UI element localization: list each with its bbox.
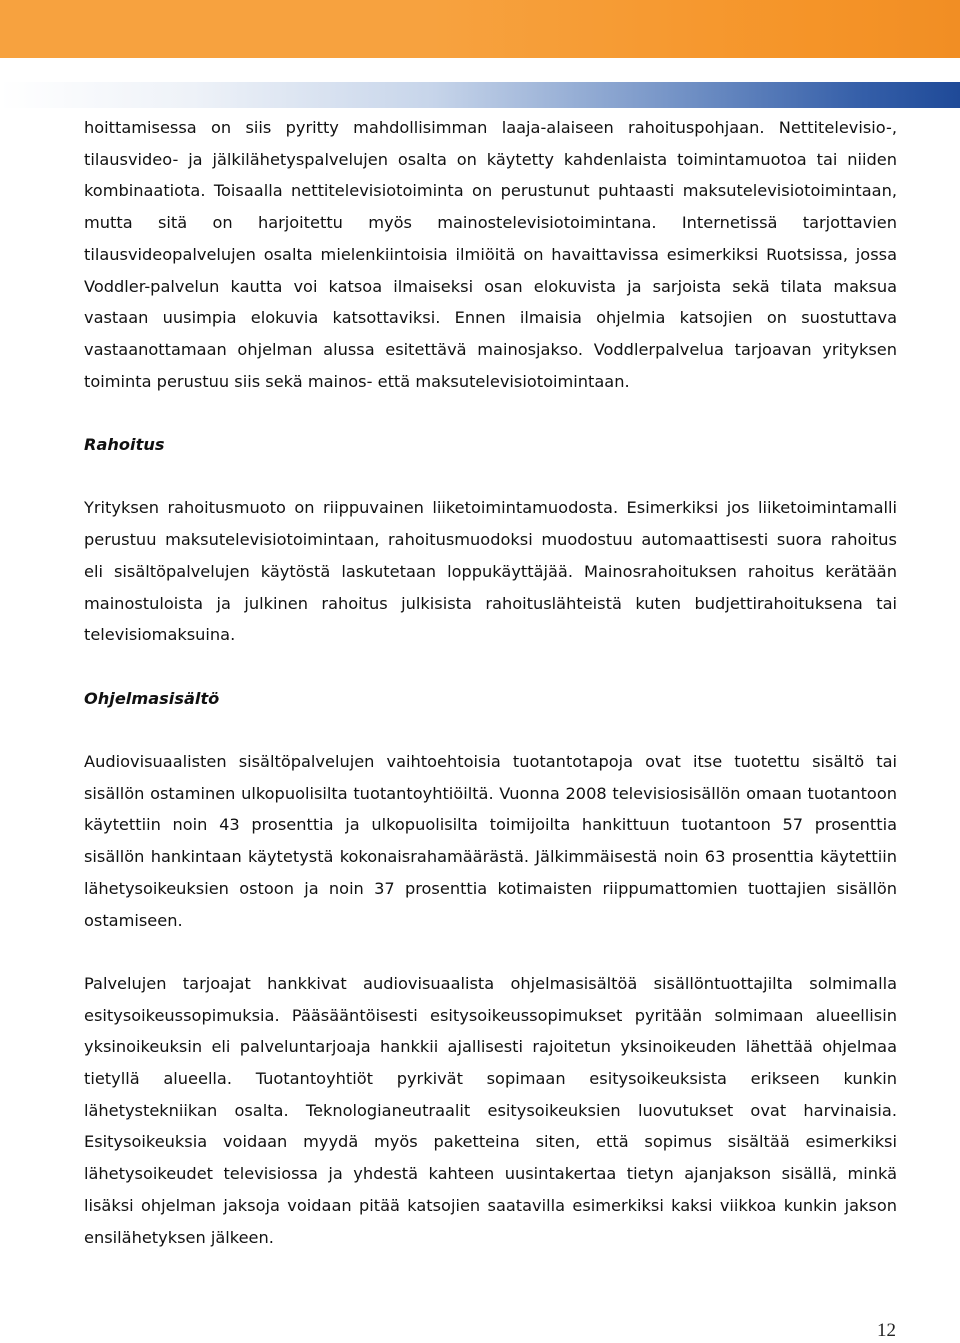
section-heading-rahoitus: Rahoitus: [84, 435, 165, 455]
paragraph-rahoitus: Yrityksen rahoitusmuoto on riippuvainen liiketoimintamuodosta. Esimerkiksi jos liiketoimintamalli perustuu maksutelevisiotoimintaan, rahoitusmuodoksi muodostuu automaattisesti suora rahoitus eli sisältöpalvelujen käytöstä laskutetaan loppukäyttäjää. Mainosrahoituksen rahoitus kerätään mainostuloista ja julkinen rahoitus julkisista rahoituslähteistä kuten budjettirahoituksena tai televisiomaksuina.: [84, 498, 897, 645]
paragraph-tuotantotavat: Audiovisuaalisten sisältöpalvelujen vaihtoehtoisia tuotantotapoja ovat itse tuotettu sisältö tai sisällön ostaminen ulkopuolisilta tuotantoyhtiöiltä. Vuonna 2008 televisiosisällön omaan tuotantoon käytettiin noin 43 prosenttia ja ulkopuolisilta toimijoilta hankittuun tuotantoon 57 prosenttia sisällön hankintaan käytetystä kokonaisrahamäärästä. Jälkimmäisestä noin 63 prosenttia käytettiin lähetysoikeuksien ostoon ja noin 37 prosenttia kotimaisten riippumattomien tuottajien sisällön ostamiseen.: [84, 752, 897, 930]
paragraph-intro: hoittamisessa on siis pyritty mahdollisimman laaja-alaiseen rahoituspohjaan. Nettitelevisio-, tilausvideo- ja jälkilähetyspalvelujen osalta on käytetty kahdenlaista toimintamuotoa tai niiden kombinaatiota. Toisaalla nettitelevisiotoiminta on perustunut puhtaasti maksutelevisiotoimintaan, mutta sitä on harjoitettu myös mainostelevisiotoimintana. Internetissä tarjottavien tilausvideopalvelujen osalta mielenkiintoisia ilmiöitä on havaittavissa esimerkiksi Ruotsissa, jossa Voddler-palvelun kautta voi katsoa ilmaiseksi osan elokuvista ja sarjoista sekä tilata maksua vastaan uusimpia elokuvia katsottaviksi. Ennen ilmaisia ohjelmia katsojien on suostuttava vastaanottamaan ohjelman alussa esitettävä mainosjakso. Voddlerpalvelua tarjoavan yrityksen toiminta perustuu siis sekä mainos- että maksutelevisiotoimintaan.: [84, 118, 897, 391]
paragraph-esitysoikeudet: Palvelujen tarjoajat hankkivat audiovisuaalista ohjelmasisältöä sisällöntuottajilta solmimalla esitysoikeussopimuksia. Pääsääntöisesti esitysoikeussopimukset pyritään solmimaan alueellisin yksinoikeuksin eli palveluntarjoaja hankkii ajallisesti rajoitetun yksinoikeuden lähettää ohjelmaa tietyllä alueella. Tuotantoyhtiöt pyrkivät sopimaan esitysoikeuksista erikseen kunkin lähetystekniikan osalta. Teknologianeutraalit esitysoikeuksien luovutukset ovat harvinaisia. Esitysoikeuksia voidaan myydä myös paketteina siten, että sopimus sisältää esimerkiksi lähetysoikeudet televisiossa ja yhdestä kahteen uusintakertaa tietyn ajanjakson sisällä, minkä lisäksi ohjelman jaksoja voidaan pitää katsojien saatavilla esimerkiksi kaksi viikkoa kunkin jakson ensilähetyksen jälkeen.: [84, 973, 897, 1247]
document-body: [84, 112, 897, 1253]
header-band: [0, 0, 960, 110]
section-heading-ohjelmasisalto: Ohjelmasisältö: [84, 688, 220, 708]
header-orange-bar: [0, 0, 960, 58]
header-blue-bar: [0, 82, 960, 108]
page-number: 12: [877, 1320, 896, 1341]
